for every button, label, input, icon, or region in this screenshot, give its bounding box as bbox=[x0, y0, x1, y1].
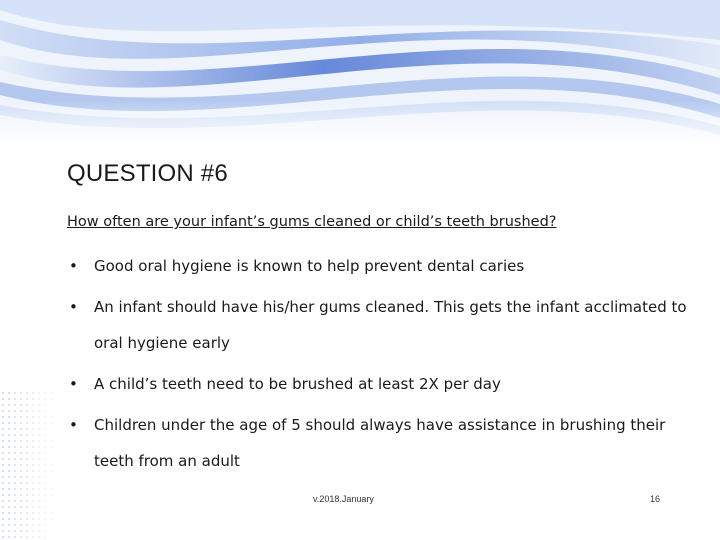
bullet-text: An infant should have his/her gums cleaned. This gets the infant acclimated to oral hygiene early bbox=[94, 298, 687, 352]
footer-page-number: 16 bbox=[650, 494, 661, 504]
bullet-item bbox=[67, 248, 697, 284]
slide-title: QUESTION #6 bbox=[67, 160, 228, 187]
bullet-item bbox=[67, 407, 697, 479]
bullet-list bbox=[67, 248, 697, 484]
bullet-text: Children under the age of 5 should always have assistance in brushing their teeth from an adult bbox=[94, 416, 666, 470]
footer-version-date: v.2018.January bbox=[313, 494, 374, 504]
decorative-dot-pattern bbox=[0, 390, 60, 540]
question-text: How often are your infant’s gums cleaned or child’s teeth brushed? bbox=[67, 214, 557, 230]
bullet-item bbox=[67, 289, 697, 361]
bullet-icon: • bbox=[69, 416, 78, 434]
bullet-icon: • bbox=[69, 257, 78, 275]
decorative-banner bbox=[0, 0, 720, 150]
bullet-icon: • bbox=[69, 298, 78, 316]
bullet-text: Good oral hygiene is known to help prevent dental caries bbox=[94, 257, 525, 275]
bullet-text: A child’s teeth need to be brushed at least 2X per day bbox=[94, 375, 501, 393]
bullet-icon: • bbox=[69, 375, 78, 393]
bullet-item bbox=[67, 366, 697, 402]
